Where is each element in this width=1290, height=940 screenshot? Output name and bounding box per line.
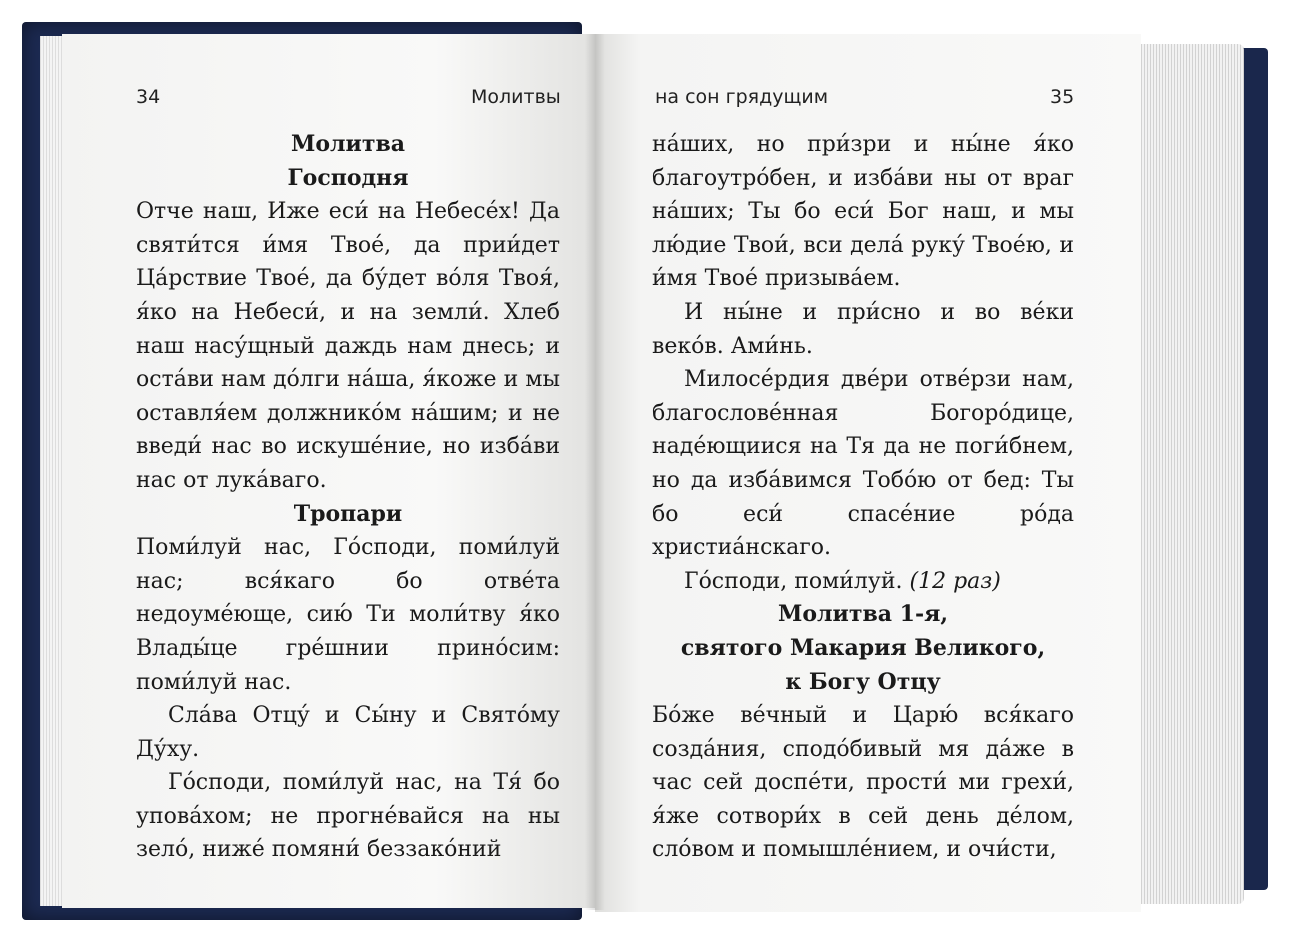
right-running-head: на сон грядущим <box>655 86 829 108</box>
prayer-paragraph <box>652 565 1074 599</box>
left-running-head: Молитвы <box>471 86 561 108</box>
prayer-paragraph: на́ших, но при́зри и ны́не я́ко благоутро́бен, и изба́ви ны от враг на́ших; Ты бо еси́ Бог наш, и мы лю́дие Твои́, вси дела́ руку́ Твое́ю, и и́мя Твое́ призыва́ем. <box>652 132 1074 292</box>
prayer-heading: святого Макария Великого, <box>680 634 1046 661</box>
prayer-paragraph: Сла́ва Отцу́ и Сы́ну и Свято́му Ду́ху. <box>136 703 560 762</box>
book-gutter <box>585 34 605 910</box>
prayer-paragraph: Бо́же ве́чный и Царю́ вся́каго созда́ния, сподо́бивый мя да́же в час сей доспе́ти, прости́ ми грехи́, я́же сотвори́х в сей день де́лом, сло́вом и помышле́нием, и очи́сти, <box>652 703 1074 863</box>
page-edges-right <box>1132 44 1244 904</box>
prayer-paragraph: Го́споди, поми́луй нас, на Тя́ бо упова́хом; не прогне́вайся на ны зело́, ниже́ помяни́ беззако́ний <box>136 770 560 863</box>
prayer-heading: к Богу Отцу <box>785 668 941 695</box>
right-page-number: 35 <box>1050 86 1075 108</box>
left-page-text <box>136 128 560 867</box>
prayer-heading: Господня <box>287 164 409 191</box>
left-page-number: 34 <box>136 86 161 108</box>
prayer-paragraph: Поми́луй нас, Го́споди, поми́луй нас; вся́каго бо отве́та недоуме́юще, сию́ Ти моли́тву я́ко Влады́це гре́шнии прино́сим: поми́луй нас. <box>136 535 560 695</box>
right-page-text <box>652 128 1074 867</box>
prayer-heading: Молитва 1-я, <box>777 601 949 628</box>
prayer-line: Го́споди, поми́луй. <box>684 568 903 594</box>
repeat-count-note: (12 раз) <box>909 568 1001 594</box>
section-heading: Тропари <box>293 500 403 527</box>
prayer-paragraph: И ны́не и при́сно и во ве́ки веко́в. Ами́нь. <box>652 299 1074 359</box>
prayer-paragraph: Отче наш, Иже еси́ на Небесе́х! Да святи́тся и́мя Твое́, да прии́дет Ца́рствие Твое́, да бу́дет во́ля Твоя́, я́ко на Небеси́, и на земли́. Хлеб наш насу́щный даждь нам днесь; и оста́ви нам до́лги на́ша, я́коже и мы оставля́ем должнико́м на́шим; и не введи́ нас во искуше́ние, но изба́ви нас от лука́ваго. <box>136 199 560 493</box>
prayer-paragraph: Милосе́рдия две́ри отве́рзи нам, благослове́нная Богоро́дице, наде́ющиися на Тя да не поги́бнем, но да изба́вимся Тобо́ю от бед: Ты бо еси́ спасе́ние ро́да христиа́нскаго. <box>652 367 1074 561</box>
prayer-heading: Молитва <box>290 131 406 157</box>
